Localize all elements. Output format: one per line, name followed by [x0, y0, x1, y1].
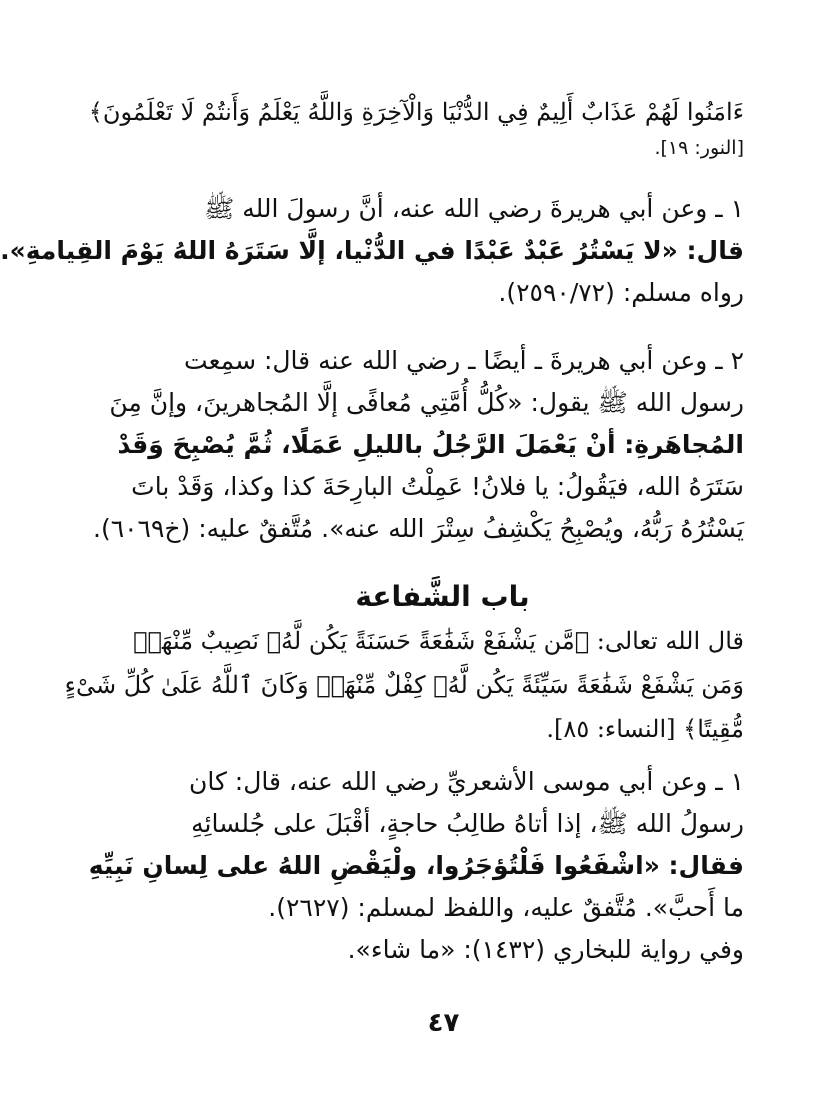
hadith-3-line-1: ١ ـ وعن أبي موسى الأشعريِّ رضي الله عنه، قال: كان: [188, 767, 744, 796]
hadith-1: [0, 188, 744, 314]
hadith-3-line-5: وفي رواية للبخاري (١٤٣٢): «ما شاء».: [347, 935, 744, 964]
chapter-title: باب الشَّفاعة: [355, 580, 530, 613]
hadith-3: [88, 761, 744, 971]
verse-continuation: ءَامَنُوا لَهُمْ عَذَابٌ أَلِيمٌ فِي الدُّنْيَا وَالْآخِرَةِ وَاللَّهُ يَعْلَمُ وَأَنتُمْ لَا تَعْلَمُونَ﴾: [88, 98, 744, 126]
hadith-2-line-5: يَسْتُرُهُ رَبُّهُ، ويُصْبِحُ يَكْشِفُ سِتْرَ الله عنه». مُتَّفقٌ عليه: (خ٦٠٦٩).: [93, 514, 744, 543]
hadith-2-line-4: سَتَرَهُ الله، فيَقُولُ: يا فلانُ! عَمِلْتُ البارِحَةَ كذا وكذا، وَقَدْ باتَ: [131, 472, 744, 501]
hadith-2-line-3: المُجاهَرةِ: أنْ يَعْمَلَ الرَّجُلُ بالليلِ عَمَلًا، ثُمَّ يُصْبِحَ وَقَدْ: [117, 430, 744, 459]
hadith-1-source: رواه مسلم: (٢٥٩٠/٧٢).: [498, 278, 744, 307]
hadith-3-line-3: فقال: «اشْفَعُوا فَلْتُؤجَرُوا، ولْيَقْضِ اللهُ على لِسانِ نَبِيِّهِ: [88, 851, 744, 880]
verse-reference: [النور: ١٩].: [654, 137, 744, 159]
verse-2-line-2: وَمَن يَشْفَعْ شَفَٰعَةً سَيِّئَةً يَكُن لَّهُۥ كِفْلٌ مِّنْهَاۗ وَكَانَ ٱللَّهُ عَلَىٰ كُلِّ شَىْءٍ: [64, 671, 744, 699]
hadith-3-line-2: رسولُ الله ﷺ، إذا أتاهُ طالِبُ حاجةٍ، أقْبَلَ على جُلسائِهِ: [191, 809, 744, 838]
hadith-1-line-1: ١ ـ وعن أبي هريرةَ رضي الله عنه، أنَّ رسولَ الله ﷺ: [204, 194, 744, 223]
hadith-2-line-1: ٢ ـ وعن أبي هريرةَ ـ أيضًا ـ رضي الله عنه قال: سمِعت: [184, 346, 744, 375]
verse-2-line-3: مُّقِيتًا﴾ [النساء: ٨٥].: [546, 715, 744, 743]
verse-2-line-1: قال الله تعالى: ﴿مَّن يَشْفَعْ شَفَٰعَةً حَسَنَةً يَكُن لَّهُۥ نَصِيبٌ مِّنْهَاۖ: [133, 627, 744, 655]
hadith-2: [93, 340, 744, 550]
hadith-3-line-4: ما أَحبَّ». مُتَّفقٌ عليه، واللفظ لمسلم: (٢٦٢٧).: [268, 893, 744, 922]
hadith-2-line-2: رسول الله ﷺ يقول: «كُلُّ أُمَّتِي مُعافًى إلَّا المُجاهرينَ، وإنَّ مِنَ: [109, 388, 744, 417]
hadith-1-line-2: قال: «لا يَسْتُرُ عَبْدٌ عَبْدًا في الدُّنْيا، إلَّا سَتَرَهُ اللهُ يَوْمَ القِيامةِ».: [0, 236, 744, 265]
page-body: [0, 90, 744, 971]
page-number: ٤٧: [427, 1008, 460, 1038]
verse-2: [64, 619, 744, 751]
